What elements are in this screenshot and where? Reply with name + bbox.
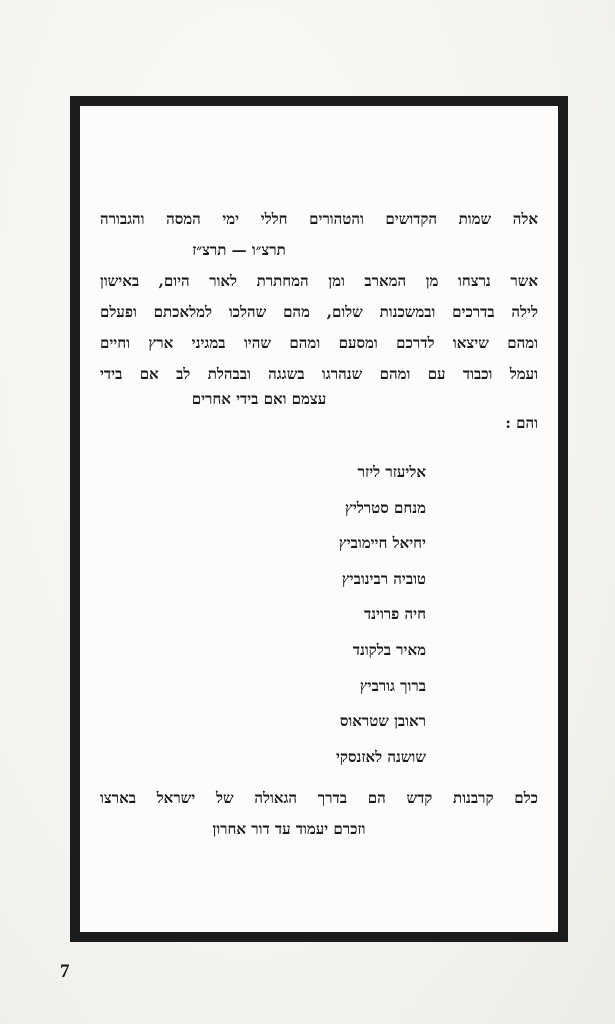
body-line-2: לילה בדרכים ובמשכנות שלום, מהם שהלכו למלאכתם ופעלם [100, 303, 538, 321]
body-line-5: עצמם ואם בידי אחרים [191, 390, 327, 408]
list-item: מאיר בלקונד [352, 640, 426, 659]
memorial-content [80, 106, 558, 932]
body-line-3: ומהם שיצאו לדרכם ומסעם ומהם שהיו במגיני ארץ וחיים [100, 334, 538, 352]
body-line-1: אשר נרצחו מן המארב ומן המחתרת לאור היום, באישון [100, 272, 538, 290]
memorial-frame [70, 96, 568, 942]
list-item: ראובן שטראוס [339, 712, 426, 731]
list-item: אליעזר ליזר [357, 463, 426, 481]
names-intro: והם : [505, 414, 538, 432]
list-item: יחיאל חיימוביץ [338, 534, 426, 553]
names-list [226, 462, 426, 782]
list-item: טוביה רבינוביץ [341, 569, 426, 588]
closing-line-1: כלם קרבנות קדש הם בדרך הגאולה של ישראל בארצו [100, 789, 538, 807]
list-item: מנחם סטרליץ [345, 498, 426, 517]
list-item: ברוך גורביץ [359, 676, 426, 695]
list-item: חיה פרוינד [363, 605, 426, 624]
page-number: 7 [60, 961, 70, 982]
heading-title: אלה שמות הקדושים והטהורים חללי ימי המסה והגבורה [100, 210, 538, 228]
list-item: שושנה לאזנסקי [335, 747, 426, 766]
heading-years: תרצ״ו — תרצ״ז [192, 241, 286, 259]
body-line-4: ועמל וכבוד עם ומהם שנהרגו בשגגה ובבהלת לב אם בידי [100, 365, 538, 383]
closing-line-2: וזכרם יעמוד עד דור אחרון [212, 820, 366, 838]
